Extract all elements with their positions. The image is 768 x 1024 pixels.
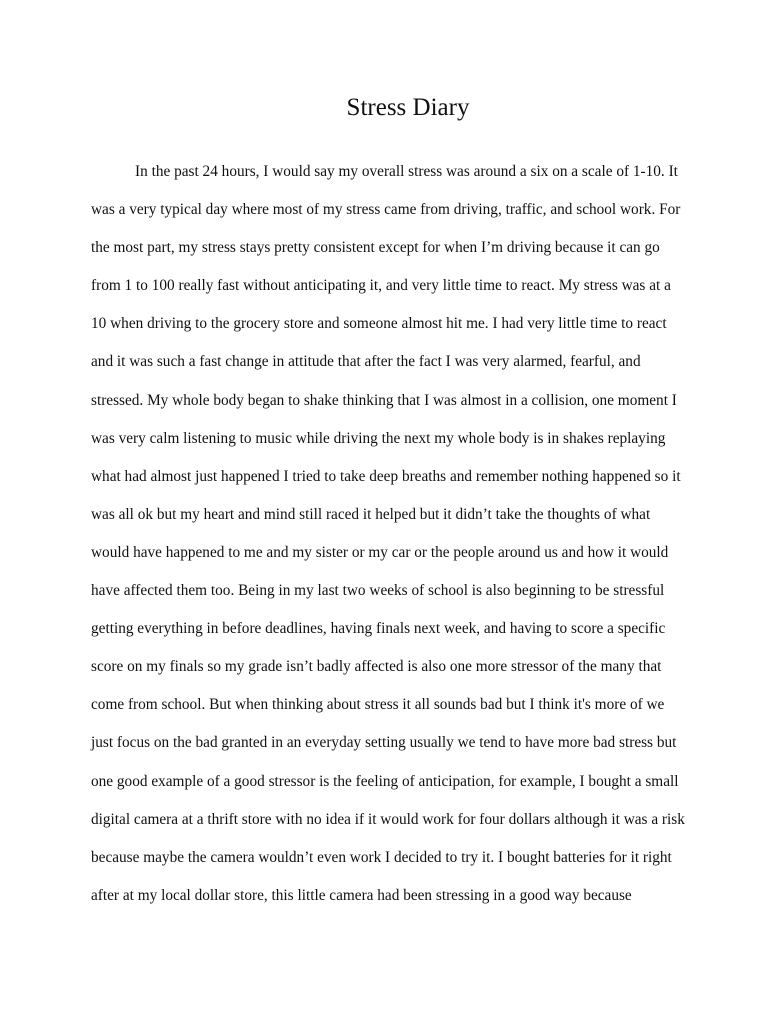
body-line: one good example of a good stressor is the feeling of anticipation, for example, I bought a small [91, 772, 679, 790]
body-line: from 1 to 100 really fast without anticipating it, and very little time to react. My stress was at a [91, 277, 671, 295]
document-title: Stress Diary [346, 94, 470, 121]
body-line: would have happened to me and my sister or my car or the people around us and how it would [91, 543, 669, 561]
body-line: In the past 24 hours, I would say my overall stress was around a six on a scale of 1-10. It [135, 163, 678, 180]
document-body [91, 159, 691, 921]
body-line: getting everything in before deadlines, having finals next week, and having to score a specific [91, 620, 666, 638]
body-line: stressed. My whole body began to shake thinking that I was almost in a collision, one moment I [91, 391, 677, 409]
body-line: and it was such a fast change in attitude that after the fact I was very alarmed, fearful, and [91, 353, 641, 371]
body-line: was very calm listening to music while driving the next my whole body is in shakes replaying [91, 429, 666, 447]
body-line: was a very typical day where most of my stress came from driving, traffic, and school work. For [91, 201, 681, 219]
body-line: the most part, my stress stays pretty consistent except for when I’m driving because it can go [91, 239, 660, 257]
body-line: 10 when driving to the grocery store and someone almost hit me. I had very little time to react [91, 315, 667, 333]
body-line: what had almost just happened I tried to take deep breaths and remember nothing happened so it [91, 467, 681, 485]
body-line: just focus on the bad granted in an everyday setting usually we tend to have more bad stress but [91, 734, 677, 752]
body-line: digital camera at a thrift store with no idea if it would work for four dollars although it was a risk [91, 810, 685, 828]
body-line: score on my finals so my grade isn’t badly affected is also one more stressor of the many that [91, 658, 662, 676]
body-line: come from school. But when thinking about stress it all sounds bad but I think it's more of we [91, 696, 665, 714]
body-line: have affected them too. Being in my last two weeks of school is also beginning to be stressful [91, 582, 665, 600]
body-line: because maybe the camera wouldn’t even work I decided to try it. I bought batteries for it right [91, 848, 672, 866]
body-line: after at my local dollar store, this little camera had been stressing in a good way because [91, 886, 632, 904]
body-line: was all ok but my heart and mind still raced it helped but it didn’t take the thoughts of what [91, 505, 651, 523]
